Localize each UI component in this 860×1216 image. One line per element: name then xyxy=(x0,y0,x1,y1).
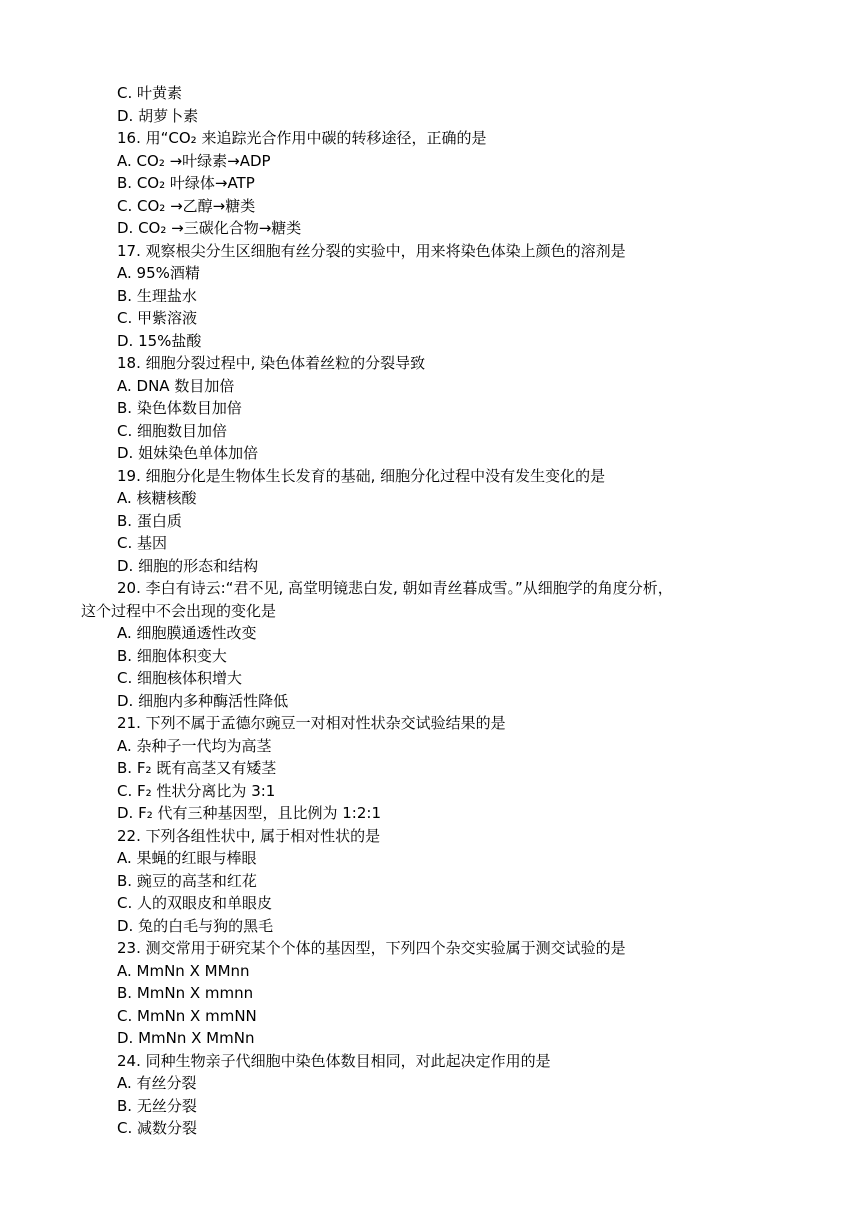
answer-option: A. 果蝇的红眼与棒眼 xyxy=(117,849,257,867)
answer-option: B. CO₂ 叶绿体→ATP xyxy=(117,174,255,192)
answer-option: A. 核糖核酸 xyxy=(117,489,197,507)
answer-option: B. 细胞体积变大 xyxy=(117,646,227,665)
answer-option: C. 减数分裂 xyxy=(117,1119,198,1137)
question-stem: 16. 用“CO₂ 来追踪光合作用中碳的转移途径，正确的是 xyxy=(117,129,487,147)
answer-option: B. 豌豆的高茎和红花 xyxy=(117,871,257,890)
answer-option: C. F₂ 性状分离比为 3:1 xyxy=(117,781,276,800)
answer-option: B. 生理盐水 xyxy=(117,286,197,305)
answer-option: A. MmNn X MMnn xyxy=(117,961,250,980)
answer-option: D. CO₂ →三碳化合物→糖类 xyxy=(117,219,302,237)
answer-option: B. 无丝分裂 xyxy=(117,1096,197,1115)
answer-option: D. 姐妹染色单体加倍 xyxy=(117,444,259,462)
answer-option: D. 胡萝卜素 xyxy=(117,106,199,125)
question-stem: 19. 细胞分化是生物体生长发育的基础, 细胞分化过程中没有发生变化的是 xyxy=(117,466,606,485)
answer-option: C. 叶黄素 xyxy=(117,84,183,102)
answer-option: D. MmNn X MmNn xyxy=(117,1029,255,1047)
answer-option: C. 人的双眼皮和单眼皮 xyxy=(117,894,273,912)
answer-option: A. 95%酒精 xyxy=(117,264,200,282)
answer-option: C. MmNn X mmNN xyxy=(117,1006,257,1025)
answer-option: A. CO₂ →叶绿素→ADP xyxy=(117,151,271,170)
answer-option: B. MmNn X mmnn xyxy=(117,984,254,1002)
answer-option: A. 有丝分裂 xyxy=(117,1074,197,1092)
answer-option: B. 蛋白质 xyxy=(117,511,182,530)
question-stem: 18. 细胞分裂过程中, 染色体着丝粒的分裂导致 xyxy=(117,354,426,372)
answer-option: B. 染色体数目加倍 xyxy=(117,399,242,417)
question-stem-continuation: 这个过程中不会出现的变化是 xyxy=(81,601,277,620)
answer-option: C. 细胞核体积增大 xyxy=(117,669,243,687)
question-stem: 17. 观察根尖分生区细胞有丝分裂的实验中，用来将染色体染上颜色的溶剂是 xyxy=(117,241,626,260)
answer-option: C. 细胞数目加倍 xyxy=(117,421,228,440)
answer-option: D. 细胞内多种酶活性降低 xyxy=(117,691,289,710)
answer-option: C. CO₂ →乙醇→糖类 xyxy=(117,196,256,215)
answer-option: B. F₂ 既有高茎又有矮茎 xyxy=(117,759,277,777)
answer-option: A. DNA 数目加倍 xyxy=(117,376,235,395)
question-stem: 21. 下列不属于孟德尔豌豆一对相对性状杂交试验结果的是 xyxy=(117,714,506,732)
question-stem: 24. 同种生物亲子代细胞中染色体数目相同，对此起决定作用的是 xyxy=(117,1051,551,1070)
document-page xyxy=(0,82,860,1140)
answer-option: C. 基因 xyxy=(117,534,168,552)
answer-option: D. 细胞的形态和结构 xyxy=(117,556,259,575)
answer-option: D. 15%盐酸 xyxy=(117,331,202,350)
question-stem: 22. 下列各组性状中, 属于相对性状的是 xyxy=(117,826,381,845)
question-stem: 23. 测交常用于研究某个个体的基因型，下列四个杂交实验属于测交试验的是 xyxy=(117,939,626,957)
answer-option: A. 细胞膜通透性改变 xyxy=(117,624,257,642)
answer-option: D. 兔的白毛与狗的黑毛 xyxy=(117,916,274,935)
answer-option: A. 杂种子一代均为高茎 xyxy=(117,736,272,755)
answer-option: C. 甲紫溶液 xyxy=(117,309,198,327)
answer-option: D. F₂ 代有三种基因型，且比例为 1:2:1 xyxy=(117,804,382,822)
question-stem: 20. 李白有诗云:“君不见, 高堂明镜悲白发, 朝如青丝暮成雪。”从细胞学的角度分析， xyxy=(117,579,673,597)
